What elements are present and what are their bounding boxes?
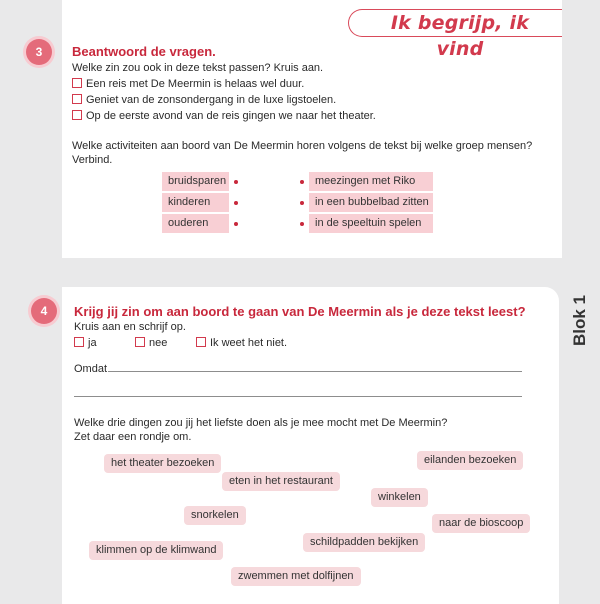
match-left-dot-2[interactable] <box>234 201 238 205</box>
match-left-item-1: bruidsparen <box>162 172 229 191</box>
match-right-item-3: in de speeltuin spelen <box>309 214 433 233</box>
question-4-number: 4 <box>31 298 57 324</box>
side-tab-label: Blok 1 <box>570 294 589 346</box>
answer-line-1[interactable] <box>108 371 522 372</box>
activity-zwemmen-met-dolfijnen[interactable]: zwemmen met dolfijnen <box>231 567 361 586</box>
question-3-prompt: Welke zin zou ook in deze tekst passen? Kruis aan. <box>72 62 324 74</box>
match-right-item-2: in een bubbelbad zitten <box>309 193 433 212</box>
activity-winkelen[interactable]: winkelen <box>371 488 428 507</box>
option-row-2 <box>72 93 336 109</box>
activities-prompt-line-2: Zet daar een rondje om. <box>74 431 192 443</box>
question-4-title: Krijg jij zin om aan boord te gaan van De Meermin als je deze tekst leest? <box>74 304 526 319</box>
option-2-label: Geniet van de zonsondergang in de luxe ligstoelen. <box>86 94 337 106</box>
option-row-3 <box>72 109 376 125</box>
match-right-dot-3[interactable] <box>300 222 304 226</box>
page-title: Ik begrijp, ik vind <box>390 12 530 60</box>
activity-het-theater-bezoeken[interactable]: het theater bezoeken <box>104 454 221 473</box>
choice-weet-niet <box>196 336 287 350</box>
match-left-item-3: ouderen <box>162 214 229 233</box>
because-label: Omdat <box>74 363 108 375</box>
activity-schildpadden-bekijken[interactable]: schildpadden bekijken <box>303 533 425 552</box>
match-prompt-line-1: Welke activiteiten aan boord van De Meermin horen volgens de tekst bij welke groep mensen? <box>72 140 533 152</box>
match-right-dot-1[interactable] <box>300 180 304 184</box>
activity-snorkelen[interactable]: snorkelen <box>184 506 246 525</box>
match-left-dot-3[interactable] <box>234 222 238 226</box>
match-prompt-line-2: Verbind. <box>72 154 113 166</box>
match-left-dot-1[interactable] <box>234 180 238 184</box>
match-left-item-2: kinderen <box>162 193 229 212</box>
checkbox-ja[interactable] <box>74 337 84 347</box>
question-3-number: 3 <box>26 39 52 65</box>
choice-ja <box>74 336 97 350</box>
option-3-label: Op de eerste avond van de reis gingen we naar het theater. <box>86 110 376 122</box>
choice-nee <box>135 336 167 350</box>
choice-weet-niet-label: Ik weet het niet. <box>210 337 288 349</box>
checkbox-option-3[interactable] <box>72 110 82 120</box>
activities-prompt-line-1: Welke drie dingen zou jij het liefste doen als je mee mocht met De Meermin? <box>74 417 448 429</box>
choice-nee-label: nee <box>149 337 168 349</box>
activity-eten-in-het-restaurant[interactable]: eten in het restaurant <box>222 472 340 491</box>
choice-ja-label: ja <box>88 337 97 349</box>
activity-klimmen-op-de-klimwand[interactable]: klimmen op de klimwand <box>89 541 223 560</box>
option-1-label: Een reis met De Meermin is helaas wel duur. <box>86 78 305 90</box>
answer-line-2[interactable] <box>74 396 522 397</box>
checkbox-option-1[interactable] <box>72 78 82 88</box>
checkbox-weet-niet[interactable] <box>196 337 206 347</box>
question-4-prompt: Kruis aan en schrijf op. <box>74 321 186 333</box>
match-right-item-1: meezingen met Riko <box>309 172 433 191</box>
activity-eilanden-bezoeken[interactable]: eilanden bezoeken <box>417 451 523 470</box>
option-row-1 <box>72 77 304 93</box>
match-right-dot-2[interactable] <box>300 201 304 205</box>
question-3-title: Beantwoord de vragen. <box>72 44 216 59</box>
checkbox-option-2[interactable] <box>72 94 82 104</box>
checkbox-nee[interactable] <box>135 337 145 347</box>
activity-naar-de-bioscoop[interactable]: naar de bioscoop <box>432 514 530 533</box>
